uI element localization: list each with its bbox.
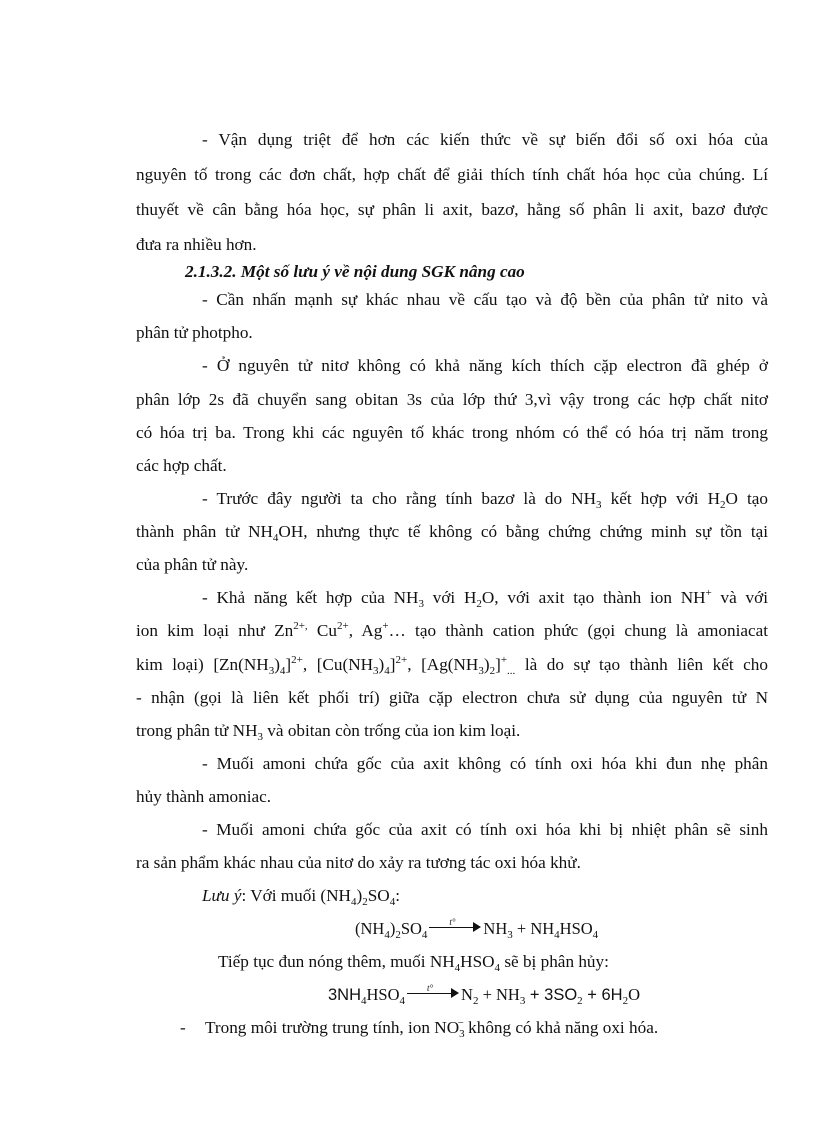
continue-line: Tiếp tục đun nóng thêm, muối $NH_4HSO_4$ sẽ bị phân hủy: — [218, 952, 609, 974]
bullet-2-line-2: phân lớp 2s đã chuyển sang obitan 3s của lớp thứ 3,vì vậy trong các hợp chất nitơ — [136, 390, 768, 409]
bullet-2-line-1: - Ở nguyên tử nitơ không có khả năng kích thích cặp electron đã ghép ở — [202, 356, 768, 375]
equation-1: $(NH_4)_2SO_4$ t° $NH_3 + NH_4HSO_4$ — [355, 917, 599, 941]
equation-2: $3NH_4HSO_4$ t° $N_2 + NH_3 + 3SO_2 + 6H_2O$ — [328, 983, 640, 1007]
bullet-1-line-1: - Cần nhấn mạnh sự khác nhau về cấu tạo và độ bền của phân tử nito và — [202, 290, 768, 309]
section-heading: 2.1.3.2. Một số lưu ý về nội dung SGK nâng cao — [185, 262, 525, 281]
bullet-4-line-5: trong phân tử $NH_3$ và obitan còn trống của ion kim loại. — [136, 721, 521, 743]
bullet-3-line-2: thành phân tử $NH_4OH$, nhưng thực tế không có bằng chứng chứng minh sự tồn tại — [136, 522, 769, 544]
bullet-4-line-1: - Khả năng kết hợp của $NH_3$ với $H_2O$, với axit tạo thành ion NH+ và với — [202, 587, 769, 610]
paragraph-1-line-2: nguyên tố trong các đơn chất, hợp chất để giải thích tính chất hóa học của chúng. Lí — [136, 165, 768, 184]
last-bullet-line: Trong môi trường trung tính, ion $NO_3^-$ không có khả năng oxi hóa. — [205, 1017, 659, 1040]
paragraph-1-line-3: thuyết về cân bằng hóa học, sự phân li axit, bazơ, hằng số phân li axit, bazơ được — [136, 200, 768, 219]
bullet-2-line-3: có hóa trị ba. Trong khi các nguyên tố khác trong nhóm có thể có hóa trị năm trong — [136, 423, 768, 442]
bullet-5-line-2: hủy thành amoniac. — [136, 787, 272, 806]
note-line: Lưu ý: Với muối $(NH_4)_2SO_4$: — [202, 886, 400, 908]
bullet-4-line-2: ion kim loại như $Zn^{2+,}$ $Cu^{2+}$, Ag+… tạo thành cation phức (gọi chung là amoniacat — [136, 620, 769, 640]
bullet-3-line-1: - Trước đây người ta cho rằng tính bazơ là do $NH_3$ kết hợp với $H_2O$ tạo — [202, 489, 768, 511]
bullet-4-line-3: kim loại) $[Zn(NH_3)_4]^{2+}$, $[Cu(NH_3)_4]^{2+}$, $[Ag(NH_3)_2]^+_{...}$ là do sự tạo thành liên kết cho — [136, 654, 768, 677]
note-label: Lưu ý — [202, 886, 242, 905]
reaction-arrow: t° — [429, 921, 481, 933]
bullet-4-line-4: - nhận (gọi là liên kết phối trí) giữa cặp electron chưa sử dụng của nguyên tử N — [136, 688, 768, 707]
paragraph-1-line-4: đưa ra nhiều hơn. — [136, 235, 257, 254]
bullet-6-line-1: - Muối amoni chứa gốc của axit có tính oxi hóa khi bị nhiệt phân sẽ sinh — [202, 820, 768, 839]
bullet-3-line-3: của phân tử này. — [136, 555, 249, 574]
bullet-6-line-2: ra sản phẩm khác nhau của nitơ do xảy ra tương tác oxi hóa khử. — [136, 853, 581, 872]
bullet-1-line-2: phân tử photpho. — [136, 323, 253, 342]
last-bullet-dash: - — [180, 1018, 186, 1037]
bullet-5-line-1: - Muối amoni chứa gốc của axit không có tính oxi hóa khi đun nhẹ phân — [202, 754, 768, 773]
bullet-2-line-4: các hợp chất. — [136, 456, 227, 475]
paragraph-1-line-1: - Vận dụng triệt để hơn các kiến thức về sự biến đổi số oxi hóa của — [202, 130, 768, 149]
reaction-arrow: t° — [407, 987, 459, 999]
